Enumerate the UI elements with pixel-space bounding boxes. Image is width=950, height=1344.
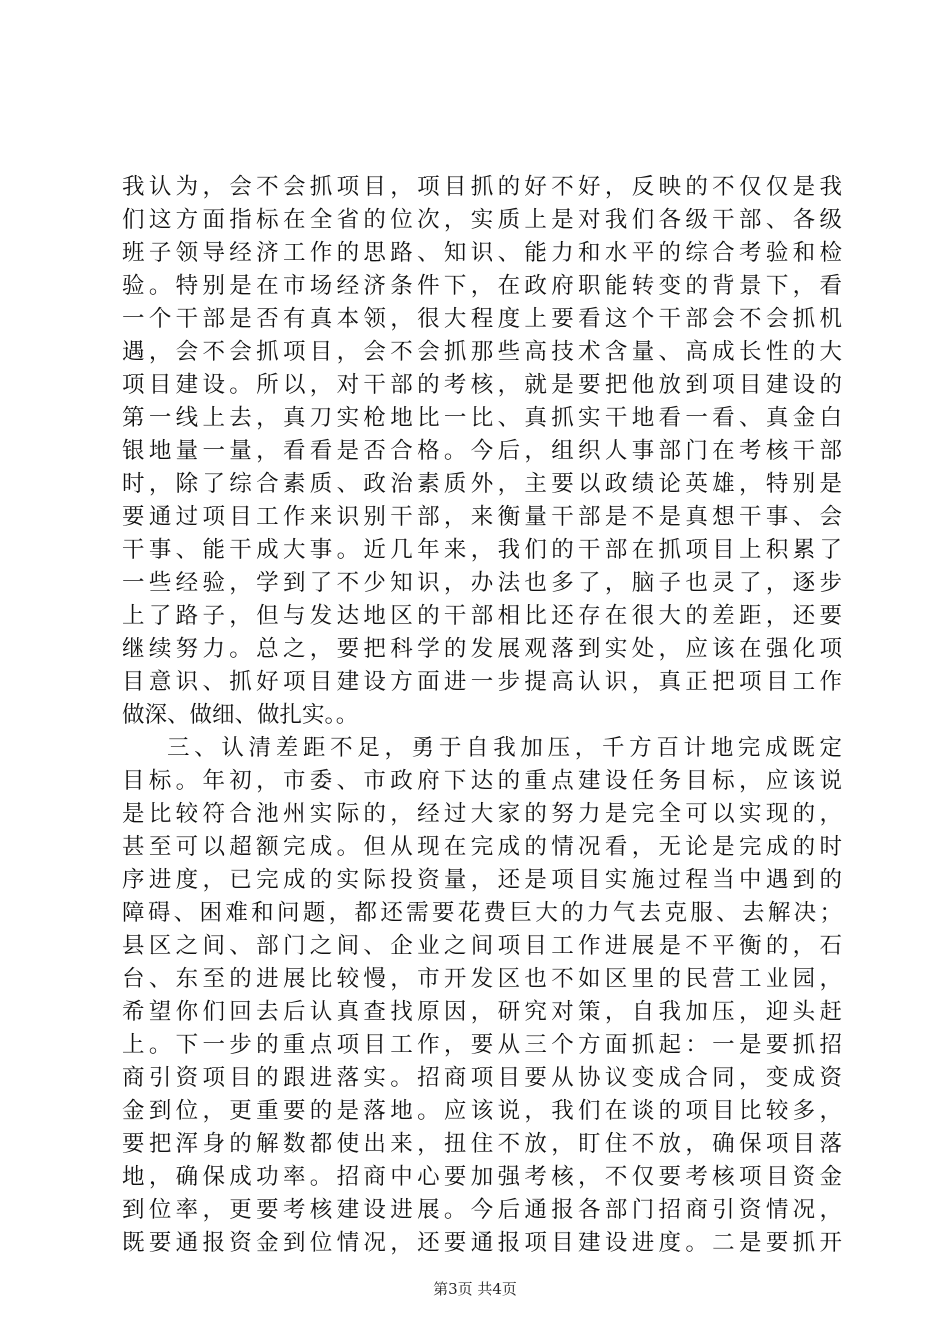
text-line: 遇，会不会抓项目，会不会抓那些高技术含量、高成长性的大 [122,339,847,365]
text-line: 既要通报资金到位情况，还要通报项目建设进度。二是要抓开 [122,1230,847,1256]
text-line: 障碍、困难和问题，都还需要花费巨大的力气去克服、去解决； [122,900,846,926]
text-line: 一个干部是否有真本领，很大程度上要看这个干部会不会抓机 [122,306,847,332]
text-line: 到位率，更要考核建设进展。今后通报各部门招商引资情况， [122,1197,847,1223]
text-line: 时，除了综合素质、政治素质外，主要以政绩论英雄，特别是 [122,471,847,497]
text-line: 干事、能干成大事。近几年来，我们的干部在抓项目上积累了 [122,537,847,563]
text-line: 目意识、抓好项目建设方面进一步提高认识，真正把项目工作 [122,669,847,695]
page-number-footer: 第3页 共4页 [433,1280,517,1298]
text-line: 项目建设。所以，对干部的考核，就是要把他放到项目建设的 [122,372,847,398]
text-line: 台、东至的进展比较慢，市开发区也不如区里的民营工业园， [122,966,847,992]
text-line: 希望你们回去后认真查找原因，研究对策，自我加压，迎头赶 [122,999,847,1025]
text-line: 甚至可以超额完成。但从现在完成的情况看，无论是完成的时 [122,834,847,860]
paragraph-end-line: 做深、做细、做扎实。。 [122,702,359,728]
text-line: 序进度，已完成的实际投资量，还是项目实施过程当中遇到的 [122,867,847,893]
text-line: 我认为，会不会抓项目，项目抓的好不好，反映的不仅仅是我 [122,174,847,200]
document-body [122,171,847,1260]
text-line: 金到位，更重要的是落地。应该说，我们在谈的项目比较多， [122,1098,847,1124]
text-line: 一些经验，学到了不少知识，办法也多了，脑子也灵了，逐步 [122,570,847,596]
text-line: 班子领导经济工作的思路、知识、能力和水平的综合考验和检 [122,240,847,266]
text-line: 县区之间、部门之间、企业之间项目工作进展是不平衡的，石 [122,933,847,959]
text-line: 上。下一步的重点项目工作，要从三个方面抓起：一是要抓招 [122,1032,847,1058]
text-line: 继续努力。总之，要把科学的发展观落到实处，应该在强化项 [122,636,847,662]
text-line: 要通过项目工作来识别干部，来衡量干部是不是真想干事、会 [122,504,847,530]
text-line: 银地量一量，看看是否合格。今后，组织人事部门在考核干部 [122,438,847,464]
text-line: 们这方面指标在全省的位次，实质上是对我们各级干部、各级 [122,207,847,233]
text-line: 上了路子，但与发达地区的干部相比还存在很大的差距，还要 [122,603,847,629]
text-line: 地，确保成功率。招商中心要加强考核，不仅要考核项目资金 [122,1164,847,1190]
text-line: 验。特别是在市场经济条件下，在政府职能转变的背景下，看 [122,273,847,299]
section-three-heading-line: 三、认清差距不足，勇于自我加压，千方百计地完成既定 [167,735,847,761]
text-line: 商引资项目的跟进落实。招商项目要从协议变成合同，变成资 [122,1065,847,1091]
text-line: 是比较符合池州实际的，经过大家的努力是完全可以实现的， [122,801,847,827]
text-line: 第一线上去，真刀实枪地比一比、真抓实干地看一看、真金白 [122,405,847,431]
text-line: 目标。年初，市委、市政府下达的重点建设任务目标，应该说 [122,768,847,794]
text-line: 要把浑身的解数都使出来，扭住不放，盯住不放，确保项目落 [122,1131,847,1157]
